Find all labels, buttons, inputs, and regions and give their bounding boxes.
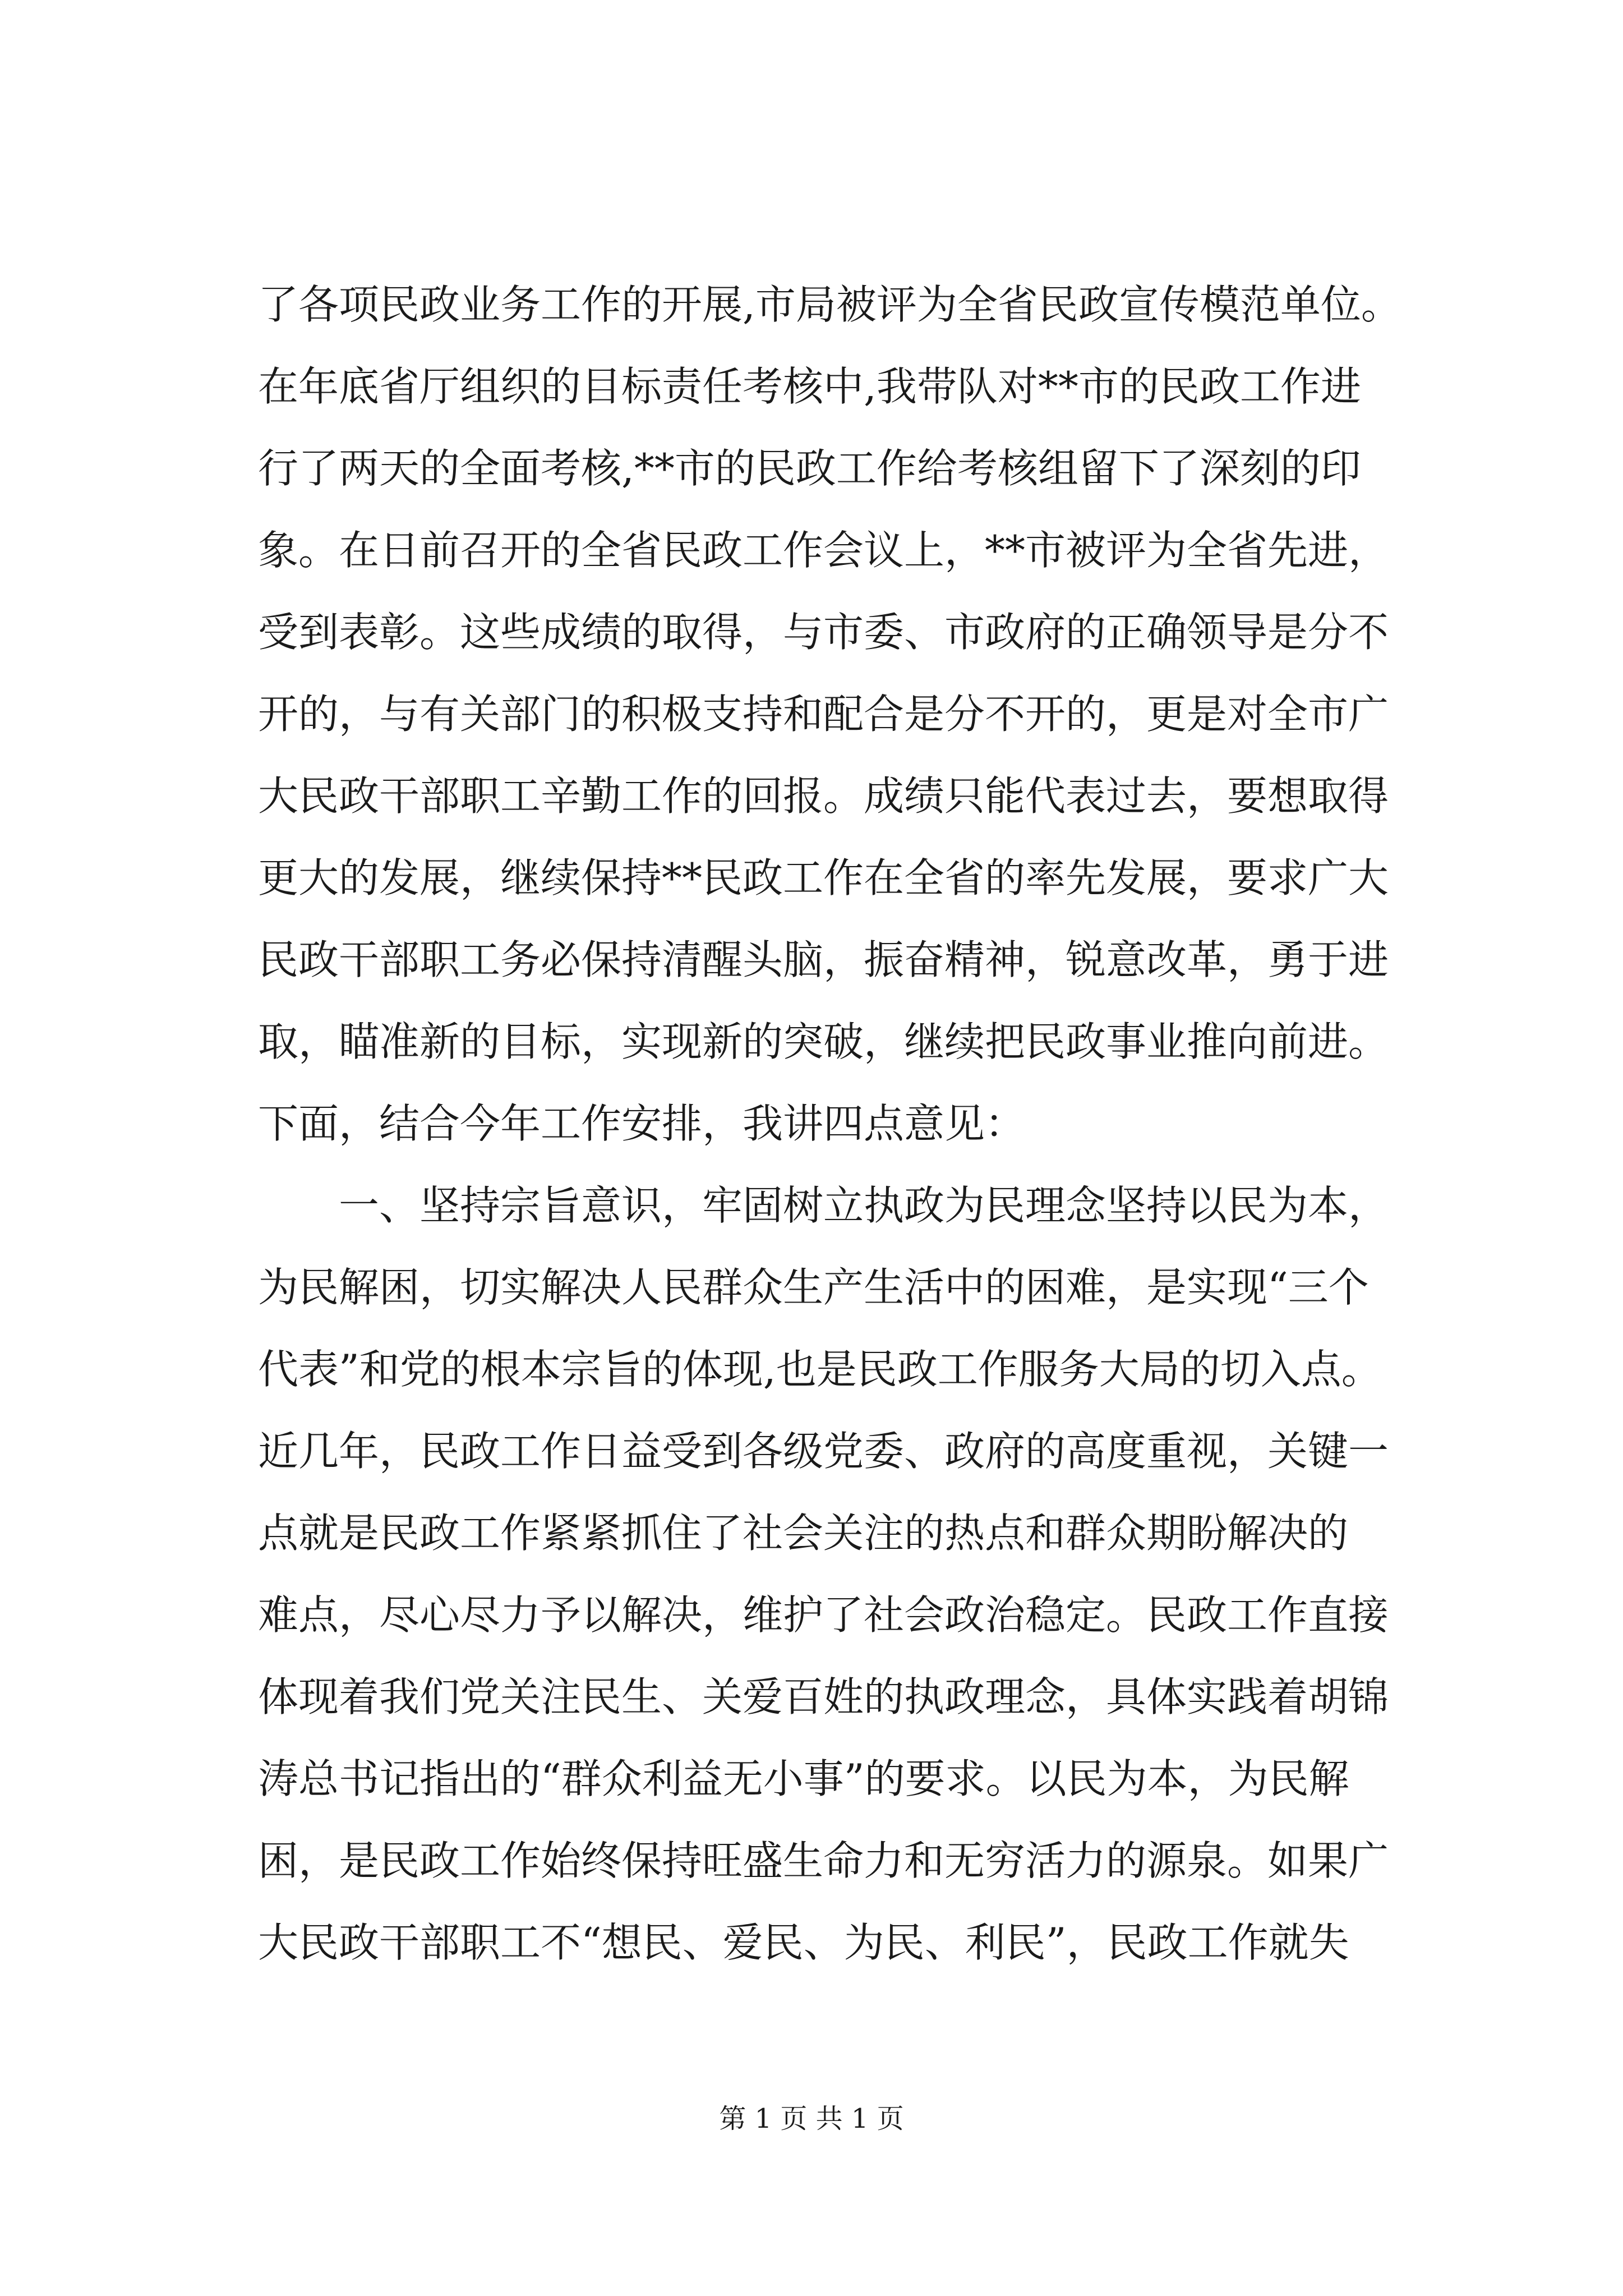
- text-line: 更大的发展，继续保持**民政工作在全省的率先发展，要求广大: [258, 854, 1389, 901]
- text-line: 象。在日前召开的全省民政工作会议上，**市被评为全省先进，: [258, 527, 1389, 574]
- text-line: 开的，与有关部门的积极支持和配合是分不开的，更是对全市广: [258, 691, 1389, 738]
- text-line: 受到表彰。这些成绩的取得，与市委、市政府的正确领导是分不: [258, 609, 1389, 656]
- text-line: 了各项民政业务工作的开展,市局被评为全省民政宣传模范单位。: [258, 281, 1401, 328]
- text-line: 行了两天的全面考核,**市的民政工作给考核组留下了深刻的印: [258, 445, 1361, 492]
- page-footer: [0, 2101, 1623, 2137]
- text-line: 大民政干部职工辛勤工作的回报。成绩只能代表过去，要想取得: [258, 772, 1389, 820]
- text-line: 大民政干部职工不“想民、爱民、为民、利民”，民政工作就失: [258, 1919, 1349, 1966]
- text-line: 难点，尽心尽力予以解决，维护了社会政治稳定。民政工作直接: [258, 1591, 1389, 1639]
- body-text: [258, 264, 1424, 1984]
- text-line: 民政干部职工务必保持清醒头脑，振奋精神，锐意改革，勇于进: [258, 936, 1389, 983]
- text-line: 取，瞄准新的目标，实现新的突破，继续把民政事业推向前进。: [258, 1018, 1389, 1065]
- text-line: 涛总书记指出的“群众利益无小事”的要求。以民为本，为民解: [258, 1755, 1349, 1802]
- page-number-label: 第 1 页 共 1 页: [719, 2103, 904, 2134]
- text-line: 近几年，民政工作日益受到各级党委、政府的高度重视，关键一: [258, 1428, 1389, 1475]
- text-line: 为民解困，切实解决人民群众生产生活中的困难，是实现“三个: [258, 1264, 1369, 1311]
- text-line: 下面，结合今年工作安排，我讲四点意见：: [258, 1100, 1026, 1147]
- text-line: 代表”和党的根本宗旨的体现,也是民政工作服务大局的切入点。: [258, 1346, 1382, 1393]
- text-line: 困，是民政工作始终保持旺盛生命力和无穷活力的源泉。如果广: [258, 1837, 1389, 1884]
- text-line: 在年底省厅组织的目标责任考核中,我带队对**市的民政工作进: [258, 363, 1361, 410]
- text-line: 体现着我们党关注民生、关爱百姓的执政理念，具体实践着胡锦: [258, 1673, 1389, 1720]
- text-line: 点就是民政工作紧紧抓住了社会关注的热点和群众期盼解决的: [258, 1510, 1349, 1557]
- section-heading-line: 一、坚持宗旨意识，牢固树立执政为民理念坚持以民为本，: [339, 1182, 1389, 1229]
